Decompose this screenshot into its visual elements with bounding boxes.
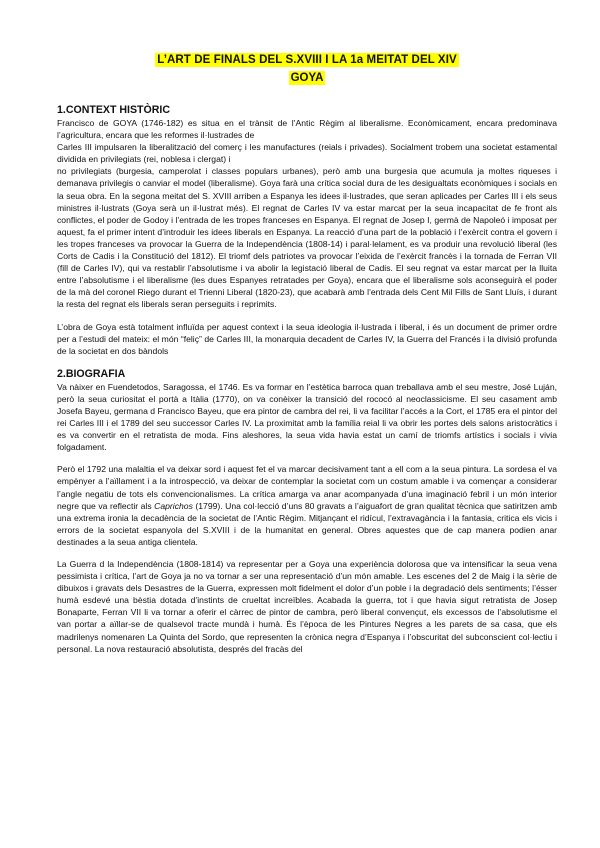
paragraph-context-1: [57, 117, 557, 311]
caprichos-title: Caprichos: [154, 500, 193, 511]
paragraph-biography-2b: (1799). Una col·lecció d’uns 80 gravats a l’aiguafort de gran qualitat tècnica que satiritzen amb una extrema ironia la decadència de la societat de l’Antic Règim. Mitjançant el ridícul, l’extravagància i la fantasia, critica els vicis i errors de la societat espanyola del S.XVIII i de la humanitat en general. Obres aquestes que de cap manera podien anar destinades a la seua antiga clientela.: [57, 500, 557, 547]
paragraph-biography-2: [57, 463, 557, 548]
paragraph-biography-3: La Guerra d la Independència (1808-1814) va representar per a Goya una experiència dolorosa que va intensificar la seua vena pessimista i crítica, l’art de Goya ja no va tornar a ser una representació d’un món amable. Les escenes del 2 de Maig i la sèrie de dibuixos i gravats dels Desastres de la Guerra, expressen molt fidelment el dolor d’un poble i la degradació dels sentiments; l’ésser humà esdevé una bèstia dotada d’instints de crueltat increïbles. Acabada la guerra, tot i que havia sigut retratista de Josep Bonaparte, Ferran VII li va tornar a oferir el càrrec de pintor de cambra, però liberal convençut, els excessos de l’absolutisme el van portar a aïllar-se de qualsevol tracte mundà i humà. És l’època de les Pintures Negres a les parets de sa casa, que els madrilenys nomenaren La Quinta del Sordo, que representen la crònica negra d’Espanya i l’obscuritat del subconscient col·lectiu i personal. La nova restauració absolutista, després del fracàs del: [57, 559, 557, 654]
paragraph-context-1b: Carles III impulsaren la liberalització del comerç i les manufactures (reials i privades). Socialment trobem una societat estamental dividida en privilegiats (rei, noblesa i clergat) i: [57, 142, 557, 165]
page-subtitle: GOYA: [290, 72, 324, 84]
section-heading-context: 1.CONTEXT HISTÒRIC: [57, 104, 171, 116]
paragraph-biography-1: Va nàixer en Fuendetodos, Saragossa, el 1746. Es va formar en l’estètica barroca quan treballava amb el seu mestre, José Luján, però la seua curiositat el portà a Itàlia (1770), on va conèixer la transició del rococó al neoclassicisme. El seu casament amb Josefa Bayeu, germana d Francisco Bayeu, que era pintor de cambra del rei, li va facilitar l’accés a la Cort, el 1785 era el pintor del rei Carles III i el 1789 del seu successor Carles IV. La proximitat amb la família reial li va obrir les portes dels salons aristocràtics i es va convertir en el retratista de moda. Fins aleshores, la seua vida havia estat un camí de triomfs artístics i socials i vivia folgadament.: [57, 381, 557, 453]
paragraph-context-1a: Francisco de GOYA (1746-182) es situa en el trànsit de l’Antic Règim al liberalisme. Econòmicament, encara predominava l’agricultura, encara que les reformes il·lustrades de: [57, 118, 557, 141]
section-heading-biography: 2.BIOGRAFIA: [57, 367, 126, 380]
page-title: L’ART DE FINALS DEL S.XVIII I LA 1a MEITAT DEL XIV: [157, 54, 457, 66]
paragraph-context-2: L’obra de Goya està totalment influïda per aquest context i la seua ideologia il·lustrada i liberal, i és un document de primer ordre per a l’estudi del mateix: el món “feliç” de Carles III, la monarquia decadent de Carles IV, la Guerra del Francés i la divisió profunda de la societat en dos bàndols: [57, 321, 557, 356]
paragraph-biography-2a: Però el 1792 una malaltia el va deixar sord i aquest fet el va marcar decisivament tant a ell com a la seua pintura. La sordesa el va empènyer a l’aïllament i a la introspecció, va deixar de contemplar la societat com un costum amable i va començar a considerar l’angle negatiu de tots els convencionalismes. La crítica amarga va anar acompanyada d’una imaginació febril i un món interior negre que va reflectir als: [57, 464, 557, 511]
paragraph-context-1c: no privilegiats (burgesia, camperolat i classes populars urbanes), però amb una burgesia que acumula ja moltes riqueses i demanava privilegis o canviar el model (liberalisme). Goya farà una crítica social dura de les desigualtats econòmiques i socials en la seua obra. En la segona meitat del S. XVIII arriben a Espanya les idees il·lustrades, que seran aplicades per Carles III i els seus ministres il·lustrats (Goya serà un il·lustrat més). El regnat de Carles IV va estar marcat per la seua incapacitat de fe front als conflictes, el poder de Godoy i l’entrada de les tropes franceses en Espanya. El regnat de Josep I, germà de Napoleó i imposat per aquest, fa el primer intent d’introduir les idees liberals en Espanya. La reacció d’una part de la població i l’exèrcit contra el govern i les tropes franceses va provocar la Guerra de la Independència (1808-14) i paral·lelament, es va produir una revolució liberal (les Corts de Cadis i la Constitució del 1812). El triomf dels patriotes va provocar l’eixida de l’exèrcit francès i la tornada de Ferran VII (fill de Carles IV), qui va restablir l’absolutisme i va abolir la legistació liberal de Cadis. El seu regnat va estar marcat per la lluita entre l’absolutisme i el liberalisme (les dues Espanyes retratades per Goya), encara que el liberalisme sols aconseguirà el poder de la mà del coronel Riego durant el Trienni Liberal (1820-23), que acabarà amb l’entrada dels Cent Mil Fills de Sant Lluís, i durant la resta del regnat els liberals seran perseguits i reprimits.: [57, 166, 557, 310]
title-block: [57, 50, 557, 86]
